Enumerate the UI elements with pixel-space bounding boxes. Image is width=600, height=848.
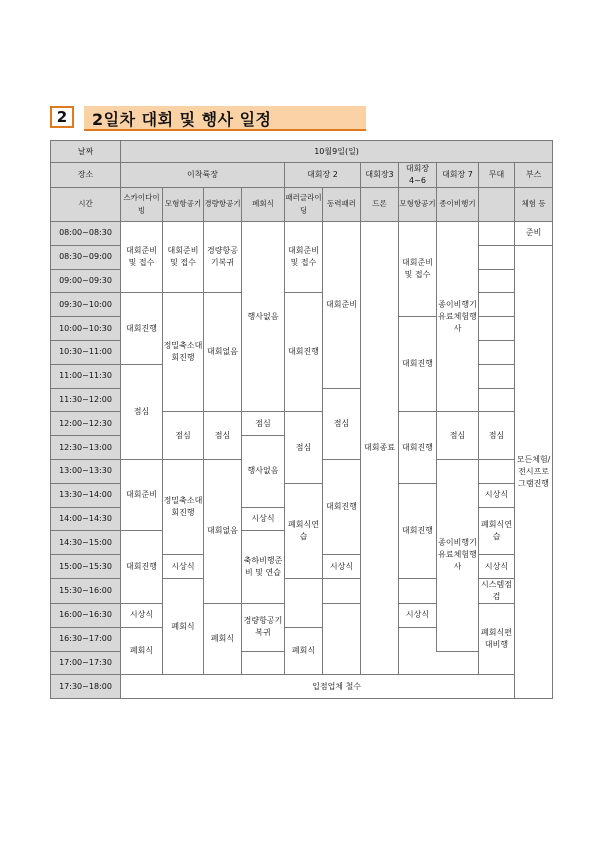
schedule-cell-empty [323,603,361,674]
schedule-cell: 대회없음 [204,459,242,603]
schedule-cell: 점심 [285,412,323,483]
page-title: 2일차 대회 및 행사 일정 [92,110,272,129]
event-model-aircraft-2: 모형항공기 [399,188,437,222]
schedule-cell: 폐회식 [285,627,323,675]
time-row [51,222,553,246]
schedule-cell: 대회진행 [399,483,437,578]
schedule-cell: 대회없음 [204,293,242,412]
schedule-cell-empty [479,245,515,269]
header-row-date [51,141,553,163]
schedule-cell: 시상식 [121,603,163,627]
schedule-cell: 행사없음 [242,436,285,507]
schedule-cell: 대회진행 [285,293,323,412]
schedule-cell-empty [479,222,515,246]
schedule-cell-empty [399,578,437,603]
schedule-cell: 경량항공기복귀 [204,222,242,293]
event-drone: 드론 [361,188,399,222]
schedule-cell: 점심 [163,412,204,460]
schedule-cell: 시스템점검 [479,578,515,603]
time-cell: 11:30~12:00 [51,388,121,412]
schedule-cell: 폐회식 [204,603,242,674]
time-cell: 09:00~09:30 [51,269,121,293]
schedule-cell: 시상식 [479,483,515,507]
time-cell: 08:00~08:30 [51,222,121,246]
event-light-aircraft: 경량항공기 [204,188,242,222]
date-value: 10월9일(일) [121,141,553,163]
time-cell: 09:30~10:00 [51,293,121,317]
schedule-cell: 폐회식연습 [479,507,515,555]
schedule-cell: 행사없음 [242,222,285,412]
schedule-cell-empty [479,269,515,293]
time-cell: 12:00~12:30 [51,412,121,436]
date-label: 날짜 [51,141,121,163]
schedule-cell-empty [479,293,515,317]
header-row-venue [51,163,553,188]
header-row-event [51,188,553,222]
time-cell: 15:30~16:00 [51,578,121,603]
event-model-aircraft: 모형항공기 [163,188,204,222]
schedule-cell: 대회진행 [323,459,361,554]
schedule-cell: 모든체험/전시프로그램진행 [515,245,553,698]
title-bar [84,106,366,131]
schedule-cell: 대회진행 [121,531,163,604]
venue-4-6: 대회장 4~6 [399,163,437,188]
schedule-cell: 폐회식편대비행 [479,603,515,674]
venue-takeoff: 이착륙장 [121,163,285,188]
event-stage-empty [479,188,515,222]
time-cell: 16:00~16:30 [51,603,121,627]
schedule-cell: 점심 [204,412,242,460]
event-skydiving: 스카이다이빙 [121,188,163,222]
schedule-cell: 대회준비 [121,459,163,530]
schedule-cell: 폐회식 [121,627,163,675]
section-title [50,106,366,131]
schedule-cell: 경량항공기복귀 [242,603,285,651]
schedule-cell: 축하비행준비 및 연습 [242,531,285,604]
time-cell: 12:30~13:00 [51,436,121,460]
schedule-cell: 시상식 [399,603,437,627]
schedule-cell-empty [479,388,515,412]
schedule-cell-empty [479,459,515,483]
time-label: 시간 [51,188,121,222]
schedule-cell: 대회진행 [399,317,437,412]
schedule-cell: 대회진행 [121,293,163,364]
schedule-cell: 점심 [121,364,163,459]
schedule-cell: 점심 [437,412,479,460]
schedule-cell: 대회준비 및 접수 [285,222,323,293]
schedule-cell: 시상식 [479,555,515,579]
time-cell: 17:00~17:30 [51,651,121,675]
schedule-cell: 시상식 [242,507,285,531]
time-row [51,675,553,699]
event-paper-plane: 종이비행기 [437,188,479,222]
schedule-cell-empty [479,364,515,388]
event-powered-para: 동력패러 [323,188,361,222]
schedule-cell: 대회준비 [323,222,361,389]
time-cell: 08:30~09:00 [51,245,121,269]
time-cell: 13:00~13:30 [51,459,121,483]
schedule-table [50,140,553,699]
section-number: 2 [50,106,74,128]
schedule-cell: 종이비행기유료체험행사 [437,459,479,651]
time-cell: 13:30~14:00 [51,483,121,507]
schedule-cell: 시상식 [323,555,361,579]
time-cell: 10:00~10:30 [51,317,121,341]
schedule-cell-empty [242,651,285,675]
time-cell: 15:00~15:30 [51,555,121,579]
schedule-cell-empty [479,340,515,364]
schedule-cell: 점심 [242,412,285,436]
venue-stage: 무대 [479,163,515,188]
schedule-cell: 대회준비 및 접수 [163,222,204,293]
schedule-cell: 폐회식연습 [285,483,323,578]
venue-7: 대회장 7 [437,163,479,188]
schedule-cell: 대회진행 [399,412,437,483]
time-cell: 16:30~17:00 [51,627,121,651]
schedule-cell: 대회준비 및 접수 [399,222,437,317]
time-cell: 10:30~11:00 [51,340,121,364]
schedule-cell-empty [323,578,361,603]
event-closing: 폐회식 [242,188,285,222]
schedule-cell-empty [285,578,323,627]
time-cell: 14:00~14:30 [51,507,121,531]
event-experience: 체험 등 [515,188,553,222]
venue-label: 장소 [51,163,121,188]
venue-3: 대회장3 [361,163,399,188]
time-cell: 11:00~11:30 [51,364,121,388]
schedule-cell: 정밀축소대회진행 [163,293,204,412]
event-paragliding: 패러글라이딩 [285,188,323,222]
schedule-cell-empty [479,317,515,341]
time-cell: 17:30~18:00 [51,675,121,699]
venue-booth: 부스 [515,163,553,188]
schedule-cell: 종이비행기유료체험행사 [437,222,479,412]
schedule-cell: 대회준비 및 접수 [121,222,163,293]
schedule-cell: 정밀축소대회진행 [163,459,204,554]
schedule-cell: 시상식 [163,555,204,579]
schedule-cell: 폐회식 [163,578,204,674]
schedule-cell: 준비 [515,222,553,246]
schedule-cell: 점심 [323,388,361,459]
venue-2: 대회장 2 [285,163,361,188]
schedule-cell-final: 입점업체 철수 [121,675,553,699]
schedule-cell: 대회종료 [361,222,399,675]
time-cell: 14:30~15:00 [51,531,121,555]
schedule-cell: 점심 [479,412,515,460]
